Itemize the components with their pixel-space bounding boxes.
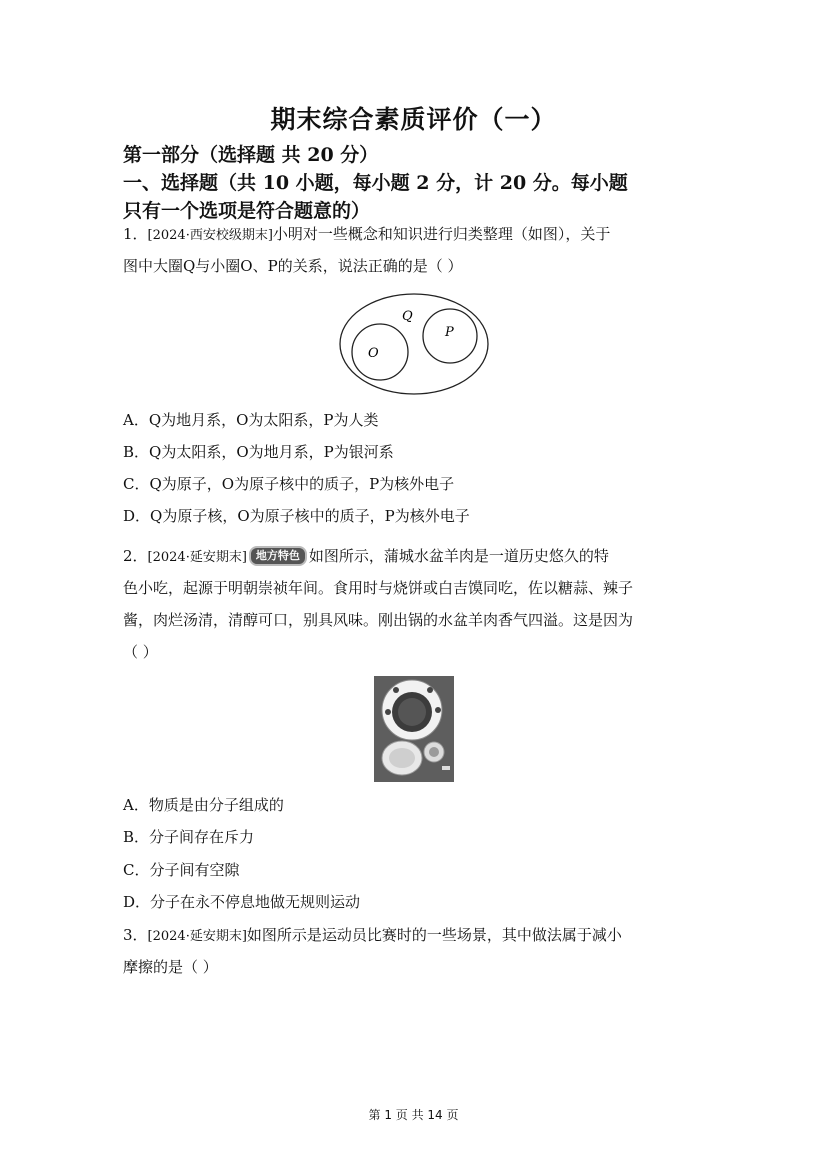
q1-stem-line1 <box>123 224 610 246</box>
section-heading-line1: 一、选择题（共 10 小题，每小题 2 分，计 20 分。每小题 <box>123 172 628 194</box>
q2-option-c[interactable]: C．分子间有空隙 <box>123 861 240 879</box>
q1-option-a[interactable]: A．Q为地月系，O为太阳系，P为人类 <box>123 411 379 429</box>
q2-source: [2024·延安期末] <box>147 550 247 565</box>
q2-stem-line3: 酱，肉烂汤清，清醇可口，别具风味。刚出锅的水盆羊肉香气四溢。这是因为 <box>123 611 634 629</box>
q3-stem-line2: 摩擦的是（ ） <box>123 958 218 976</box>
q3-number: 3． <box>123 926 148 944</box>
q2-text-1: 如图所示，蒲城水盆羊肉是一道历史悠久的特 <box>308 547 609 565</box>
section-heading-line2: 只有一个选项是符合题意的） <box>123 200 371 222</box>
q2-stem-line1 <box>123 546 609 568</box>
q2-option-a[interactable]: A．物质是由分子组成的 <box>123 796 284 814</box>
q3-source: [2024·延安期末] <box>147 929 247 944</box>
q3-text-1: 如图所示是运动员比赛时的一些场景，其中做法属于减小 <box>246 926 622 944</box>
q1-option-c[interactable]: C．Q为原子，O为原子核中的质子，P为核外电子 <box>123 475 455 493</box>
q2-stem-line2: 色小吃，起源于明朝崇祯年间。食用时与烧饼或白吉馍同吃，佐以糖蒜、辣子 <box>123 579 634 597</box>
q2-number: 2． <box>123 547 148 565</box>
q3-stem-line1 <box>123 925 622 947</box>
q2-option-b[interactable]: B．分子间存在斥力 <box>123 828 255 846</box>
page-title: 期末综合素质评价（一） <box>270 105 557 134</box>
q1-option-d[interactable]: D．Q为原子核，O为原子核中的质子，P为核外电子 <box>123 507 470 525</box>
q1-venn-diagram <box>338 292 490 396</box>
page-footer: 第 1 页 共 14 页 <box>368 1108 459 1122</box>
local-feature-badge: 地方特色 <box>249 546 307 566</box>
part-heading: 第一部分（选择题 共 20 分） <box>123 144 379 166</box>
mutton-soup-illustration <box>374 676 454 782</box>
q1-number: 1． <box>123 225 148 243</box>
label-o: O <box>368 346 379 361</box>
q2-option-d[interactable]: D．分子在永不停息地做无规则运动 <box>123 893 361 911</box>
mutton-soup-photo <box>374 676 454 782</box>
q1-source: [2024·西安校级期末] <box>147 228 273 243</box>
label-q: Q <box>402 309 413 324</box>
q1-text-1: 小明对一些概念和知识进行归类整理（如图），关于 <box>272 225 611 243</box>
q1-stem-line2: 图中大圈Q与小圈O、P的关系，说法正确的是（ ） <box>123 257 463 275</box>
q1-option-b[interactable]: B．Q为太阳系，O为地月系，P为银河系 <box>123 443 394 461</box>
outer-circle-q <box>340 294 488 394</box>
q2-stem-line4: （ ） <box>123 643 158 661</box>
label-p: P <box>445 325 454 340</box>
inner-circle-o <box>352 324 408 380</box>
